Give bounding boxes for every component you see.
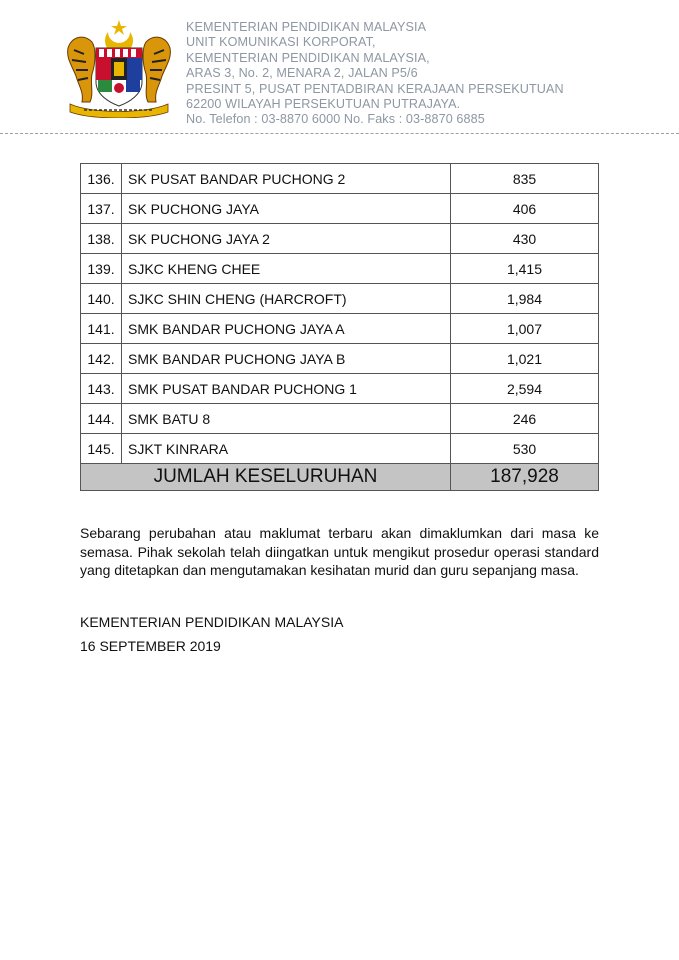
pupil-count: 2,594 [451, 374, 599, 404]
school-name: SJKC SHIN CHENG (HARCROFT) [122, 284, 451, 314]
table-row [81, 344, 599, 374]
address-line: 62200 WILAYAH PERSEKUTUAN PUTRAJAYA. [186, 97, 461, 112]
school-name: SMK BATU 8 [122, 404, 451, 434]
total-value: 187,928 [451, 464, 599, 491]
pupil-count: 246 [451, 404, 599, 434]
total-row [81, 464, 599, 491]
table-row [81, 284, 599, 314]
school-name: SK PUCHONG JAYA [122, 194, 451, 224]
contact-line: No. Telefon : 03-8870 6000 No. Faks : 03-8870 6885 [186, 112, 485, 127]
table-row [81, 164, 599, 194]
school-name: SK PUSAT BANDAR PUCHONG 2 [122, 164, 451, 194]
ministry-address-block [186, 20, 564, 128]
pupil-count: 406 [451, 194, 599, 224]
row-number: 137. [81, 194, 122, 224]
table-row [81, 404, 599, 434]
school-name: SMK PUSAT BANDAR PUCHONG 1 [122, 374, 451, 404]
row-number: 142. [81, 344, 122, 374]
row-number: 136. [81, 164, 122, 194]
school-name: SMK BANDAR PUCHONG JAYA A [122, 314, 451, 344]
pupil-count: 530 [451, 434, 599, 464]
row-number: 143. [81, 374, 122, 404]
school-name: SJKC KHENG CHEE [122, 254, 451, 284]
pupil-count: 1,984 [451, 284, 599, 314]
address-line: KEMENTERIAN PENDIDIKAN MALAYSIA, [186, 50, 430, 65]
row-number: 140. [81, 284, 122, 314]
total-label: JUMLAH KESELURUHAN [81, 464, 451, 491]
school-table [80, 163, 599, 491]
address-line: ARAS 3, No. 2, MENARA 2, JALAN P5/6 [186, 66, 418, 81]
letterhead [0, 0, 679, 130]
table-row [81, 254, 599, 284]
table-row [81, 374, 599, 404]
header-divider [0, 133, 679, 134]
row-number: 139. [81, 254, 122, 284]
row-number: 145. [81, 434, 122, 464]
table-row [81, 314, 599, 344]
row-number: 141. [81, 314, 122, 344]
pupil-count: 1,415 [451, 254, 599, 284]
row-number: 138. [81, 224, 122, 254]
malaysia-coat-of-arms-icon [62, 18, 176, 118]
address-line: KEMENTERIAN PENDIDIKAN MALAYSIA [186, 20, 427, 34]
table-row [81, 224, 599, 254]
school-name: SJKT KINRARA [122, 434, 451, 464]
school-name: SMK BANDAR PUCHONG JAYA B [122, 344, 451, 374]
pupil-count: 1,007 [451, 314, 599, 344]
address-line: PRESINT 5, PUSAT PENTADBIRAN KERAJAAN PERSEKUTUAN [186, 81, 564, 96]
school-name: SK PUCHONG JAYA 2 [122, 224, 451, 254]
pupil-count: 835 [451, 164, 599, 194]
table-row [81, 434, 599, 464]
notice-paragraph: Sebarang perubahan atau maklumat terbaru akan dimaklumkan dari masa ke semasa. Pihak sekolah telah diingatkan untuk mengikut prosedur operasi standard yang ditetapkan dan mengutamakan kesihatan murid dan guru sepanjang masa. [80, 525, 599, 578]
pupil-count: 430 [451, 224, 599, 254]
signature-ministry: KEMENTERIAN PENDIDIKAN MALAYSIA [80, 614, 344, 630]
table-row [81, 194, 599, 224]
pupil-count: 1,021 [451, 344, 599, 374]
address-line: UNIT KOMUNIKASI KORPORAT, [186, 35, 376, 50]
row-number: 144. [81, 404, 122, 434]
signature-date: 16 SEPTEMBER 2019 [80, 638, 221, 654]
